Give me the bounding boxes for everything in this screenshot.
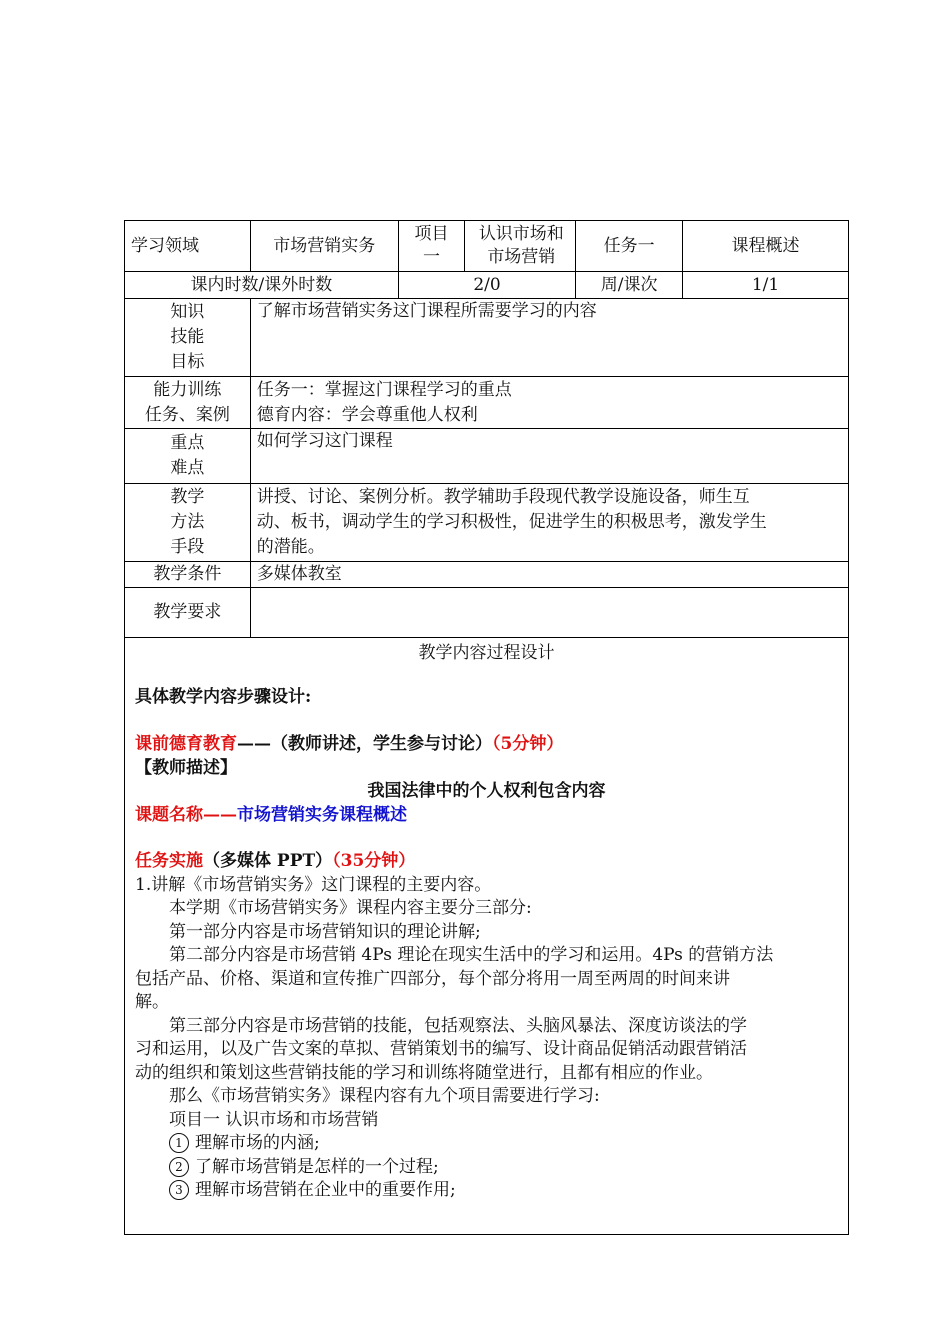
impl-time: （35分钟）: [332, 851, 416, 871]
project-name: [465, 221, 576, 272]
steps-heading: 具体教学内容步骤设计:: [135, 686, 312, 707]
paragraph-6: 那么《市场营销实务》课程内容有九个项目需要进行学习:: [169, 1086, 600, 1106]
method-line: 的潜能。: [256, 537, 325, 557]
conditions-label: 教学条件: [125, 562, 251, 588]
requirements-value: [250, 588, 848, 638]
paragraph-5-line: 动的组织和策划这些营销技能的学习和训练将随堂进行，且都有相应的作业。: [135, 1062, 713, 1083]
conditions-value: 多媒体教室: [250, 562, 848, 588]
moral-label: 课前德育教育: [135, 734, 237, 754]
moral-desc: ——（教师讲述，学生参与讨论）: [237, 734, 492, 754]
paragraph-7: 项目一 认识市场和市场营销: [169, 1109, 379, 1130]
requirements-label: 教学要求: [125, 588, 251, 638]
content-cell: [125, 638, 849, 1235]
conditions-row: [125, 562, 849, 588]
course-name: 市场营销实务: [250, 221, 398, 272]
method-row: [125, 484, 849, 562]
project-name-text: 认识市场和市场营销: [478, 224, 564, 267]
method-label: [125, 484, 251, 562]
method-label-line: 方法: [170, 512, 205, 532]
method-label-line: 教学: [170, 487, 205, 507]
focus-label-line: 难点: [170, 458, 205, 478]
circled-number: 3: [169, 1180, 189, 1200]
content-title: 教学内容过程设计: [418, 643, 555, 663]
paragraph-5-line: 习和运用，以及广告文案的草拟、营销策划书的编写、设计商品促销活动跟营销活: [135, 1039, 747, 1059]
method-value: [250, 484, 848, 562]
list-item-text: 理解市场营销在企业中的重要作用;: [195, 1180, 456, 1200]
list-item: [135, 1179, 838, 1203]
hours-label: 课内时数/课外时数: [125, 272, 399, 299]
topic-name: 市场营销实务课程概述: [237, 804, 407, 825]
focus-row: [125, 429, 849, 484]
list-item: [135, 1156, 838, 1180]
field-label: 学习领域: [125, 221, 251, 272]
training-line: 任务一：掌握这门课程学习的重点: [256, 379, 512, 400]
impl-desc: （多媒体 PPT）: [203, 851, 333, 871]
paragraph-4-line: 解。: [135, 992, 169, 1012]
goals-value: 了解市场营销实务这门课程所需要学习的内容: [250, 299, 848, 377]
circled-number: 1: [169, 1133, 189, 1153]
method-line: 动、板书，调动学生的学习积极性，促进学生的积极思考，激发学生: [256, 512, 767, 532]
law-heading: 我国法律中的个人权利包含内容: [367, 781, 606, 801]
week-value: 1/1: [683, 272, 849, 299]
paragraph-3: 第一部分内容是市场营销知识的理论讲解;: [169, 921, 481, 942]
lesson-plan-table: [124, 220, 849, 1235]
impl-line: [135, 850, 838, 874]
goals-row: [125, 299, 849, 377]
topic-label: 课题名称——: [135, 804, 237, 825]
circled-number: 2: [169, 1157, 189, 1177]
topic-line: [135, 804, 838, 828]
paragraph-4-line: 第二部分内容是市场营销 4Ps 理论在现实生活中的学习和运用。4Ps 的营销方法: [169, 945, 774, 965]
training-line: 德育内容：学会尊重他人权利: [256, 404, 478, 425]
method-label-line: 手段: [170, 537, 205, 557]
task-name: 课程概述: [683, 221, 849, 272]
focus-label: [125, 429, 251, 484]
paragraph-1: 1.讲解《市场营销实务》这门课程的主要内容。: [135, 874, 492, 895]
method-line: 讲授、讨论、案例分析。教学辅助手段现代教学设施设备，师生互: [256, 487, 750, 507]
impl-label: 任务实施: [135, 851, 203, 871]
moral-time: （5分钟）: [492, 734, 564, 754]
list-item: [135, 1132, 838, 1156]
paragraph-5-line: 第三部分内容是市场营销的技能，包括观察法、头脑风暴法、深度访谈法的学: [169, 1015, 747, 1036]
moral-line: [135, 733, 838, 757]
teacher-desc: 【教师描述】: [135, 757, 237, 778]
training-value: [250, 377, 848, 429]
task-label: 任务一: [576, 221, 683, 272]
training-row: [125, 377, 849, 429]
list-item-text: 理解市场的内涵;: [195, 1133, 320, 1153]
goals-label: [125, 299, 251, 377]
project-label-text: 项目一: [414, 224, 449, 267]
training-label-line: 能力训练: [153, 379, 222, 400]
hours-value: 2/0: [398, 272, 576, 299]
focus-label-line: 重点: [170, 433, 205, 453]
focus-value: 如何学习这门课程: [250, 429, 848, 484]
training-label: [125, 377, 251, 429]
list-item-text: 了解市场营销是怎样的一个过程;: [195, 1156, 439, 1177]
requirements-row: [125, 588, 849, 638]
goals-label-line: 目标: [170, 352, 205, 372]
paragraph-4-line: 包括产品、价格、渠道和宣传推广四部分，每个部分将用一周至两周的时间来讲: [135, 968, 730, 989]
project-label: [398, 221, 465, 272]
header-row: [125, 221, 849, 272]
training-label-line: 任务、案例: [144, 404, 230, 425]
week-label: 周/课次: [576, 272, 683, 299]
paragraph-2: 本学期《市场营销实务》课程内容主要分三部分:: [169, 898, 532, 918]
goals-label-line: 知识: [170, 302, 205, 322]
hours-row: [125, 272, 849, 299]
goals-label-line: 技能: [170, 327, 205, 347]
content-row: [125, 638, 849, 1235]
